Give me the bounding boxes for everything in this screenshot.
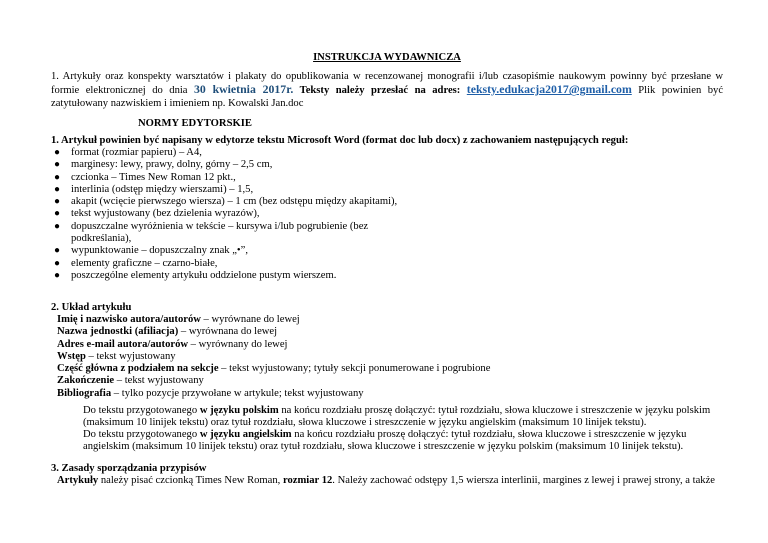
send-instruction: Teksty należy przesłać na adres: — [293, 85, 467, 97]
section-1-bullet-list — [51, 147, 397, 282]
list-item: ● poszczególne elementy artykułu oddzielone pustym wierszem. — [54, 269, 337, 281]
list-item: ● dopuszczalne wyróżnienia w tekście – kursywa i/lub pogrubienie (bez podkreślania), — [54, 220, 369, 245]
bullet-icon: ● — [54, 245, 61, 257]
english-summary-note: Do tekstu przygotowanego w języku angielskim na końcu rozdziału proszę dołączyć: tytuł rozdziału, słowa kluczowe i streszczenie w języku angielskim (maksimum 10 linijek tekstu) oraz tytuł rozdziału, słowa kluczowe i streszczenie w języku polskim (maksimum 10 linijek tekstu). — [83, 429, 687, 453]
intro-text-2: Plik powinien być zatytułowany nazwiskiem i imieniem np. Kowalski Jan.doc — [51, 85, 724, 109]
section-3-paragraph: Artykuły należy pisać czcionką Times New Roman, rozmiar 12. Należy zachować odstępy 1,5 wiersza interlinii, margines z lewej i prawej strony, a także — [57, 475, 715, 486]
norms-title: NORMY EDYTORSKIE — [138, 118, 252, 129]
list-item: ● format (rozmiar papieru) – A4, — [54, 147, 202, 158]
list-item: ● tekst wyjustowany (bez dzielenia wyrazów), — [54, 208, 260, 220]
list-item: ● marginesy: lewy, prawy, dolny, górny – 2,5 cm, — [54, 159, 273, 171]
list-item: ● czcionka – Times New Roman 12 pkt., — [54, 171, 236, 183]
layout-line: Nazwa jednostki (afiliacja) – wyrównana do lewej — [57, 326, 278, 338]
email-link[interactable]: teksty.edukacja2017@gmail.com — [466, 82, 632, 97]
bullet-icon: ● — [54, 208, 61, 220]
layout-line: Wstęp – tekst wyjustowany — [57, 350, 176, 362]
section-2-layout-list — [51, 314, 729, 400]
list-item: ● elementy graficzne – czarno-białe, — [54, 257, 218, 269]
layout-line: Zakończenie – tekst wyjustowany — [57, 375, 204, 387]
bullet-icon: ● — [54, 171, 61, 183]
intro-text-1: 1. Artykuły oraz konspekty warsztatów i plakaty do opublikowania w recenzowanej monografii i/lub czasopiśmie naukowym powinny być przesłane w formie elektronicznej do dnia — [51, 71, 723, 97]
layout-line: Część główna z podziałem na sekcje – tekst wyjustowany; tytuły sekcji ponumerowane i pogrubione — [57, 363, 491, 375]
bullet-icon: ● — [54, 257, 61, 269]
layout-line: Imię i nazwisko autora/autorów – wyrównane do lewej — [57, 314, 300, 325]
bullet-icon: ● — [54, 220, 61, 232]
layout-line: Adres e-mail autora/autorów – wyrównany do lewej — [57, 338, 288, 350]
bullet-icon: ● — [54, 183, 61, 195]
list-item: ● wypunktowanie – dopuszczalny znak „•”, — [54, 245, 248, 257]
section-1-heading: 1. Artykuł powinien być napisany w edytorze tekstu Microsoft Word (format doc lub docx) z zachowaniem następujących reguł: — [51, 135, 629, 146]
bullet-icon: ● — [54, 269, 61, 281]
bullet-icon: ● — [54, 196, 61, 208]
document-title: INSTRUKCJA WYDAWNICZA — [313, 52, 461, 63]
layout-line: Bibliografia – tylko pozycje przywołane w artykule; tekst wyjustowany — [57, 387, 364, 399]
section-2-heading: 2. Układ artykułu — [51, 302, 132, 313]
list-item: ● akapit (wcięcie pierwszego wiersza) – 1 cm (bez odstępu między akapitami), — [54, 196, 398, 208]
polish-summary-note: Do tekstu przygotowanego w języku polskim na końcu rozdziału proszę dołączyć: tytuł rozdziału, słowa kluczowe i streszczenie w języku polskim (maksimum 10 linijek tekstu) oraz tytuł rozdziału, słowa kluczowe i streszczenie w języku angielskim (maksimum 10 linijek tekstu). — [83, 405, 711, 429]
bullet-icon: ● — [54, 147, 61, 158]
section-3-heading: 3. Zasady sporządzania przypisów — [51, 463, 207, 474]
intro-paragraph — [51, 71, 723, 110]
bullet-icon: ● — [54, 159, 61, 171]
deadline-date: 30 kwietnia 2017r. — [194, 82, 294, 97]
list-item: ● interlinia (odstęp między wierszami) – 1,5, — [54, 183, 254, 195]
